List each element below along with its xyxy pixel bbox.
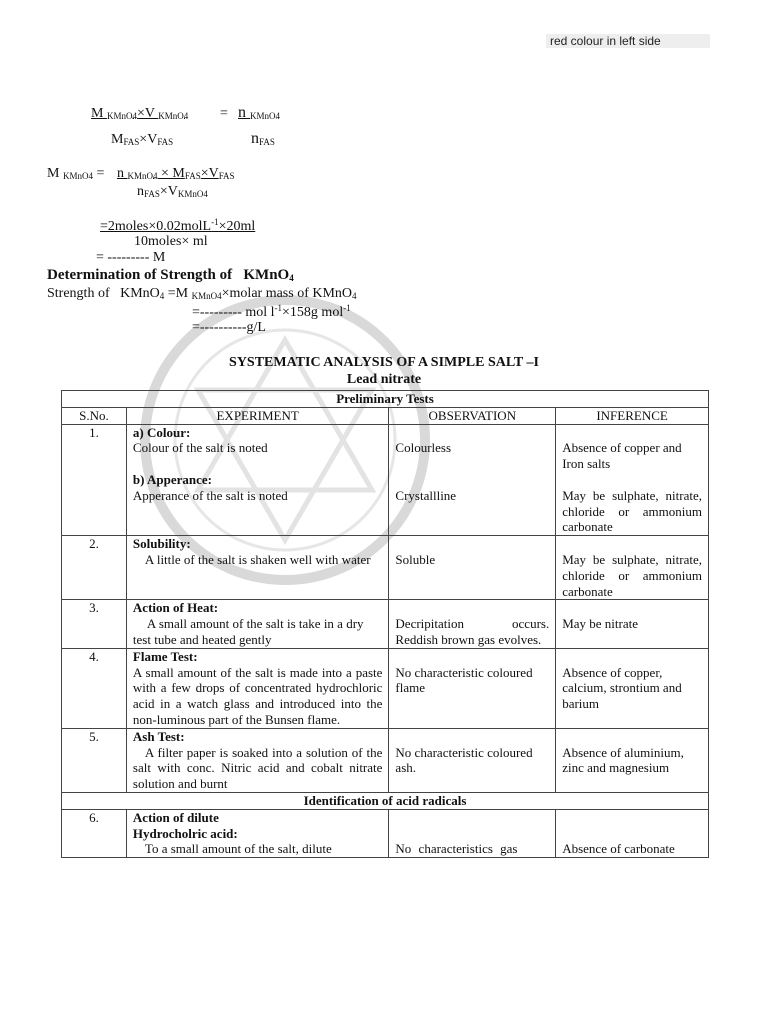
observation-cell bbox=[389, 536, 556, 600]
row-number: 2. bbox=[62, 536, 127, 600]
eq2-numerator: n $_{KMnO4} \times M_{FAS}\times V_{FAS}$ bbox=[117, 166, 235, 181]
margin-note: red colour in left side bbox=[546, 34, 710, 48]
strength-line-2: =--------- mol $l^{-1}\times 158g$ mol$^{-1}$ bbox=[192, 303, 351, 320]
section-acid-radicals: Identification of acid radicals bbox=[62, 792, 709, 809]
analysis-title: SYSTEMATIC ANALYSIS OF A SIMPLE SALT –I bbox=[229, 355, 539, 370]
analysis-table bbox=[61, 390, 709, 858]
eq3-denominator: 10moles× ml bbox=[134, 234, 208, 249]
eq2-denominator: $n_{FAS}\times V_{KMnO4}$ bbox=[137, 184, 208, 199]
table-row bbox=[62, 424, 709, 536]
section-preliminary: Preliminary Tests bbox=[62, 391, 709, 408]
observation-text: Crystallline bbox=[395, 487, 457, 503]
experiment-cell bbox=[126, 536, 389, 600]
eq1-denominator-right: $n_{FAS}$ bbox=[251, 130, 275, 147]
observation-cell bbox=[389, 424, 556, 536]
table-row bbox=[62, 728, 709, 792]
observation-text: Colourless bbox=[395, 440, 452, 456]
test-title: Action of dilute bbox=[132, 809, 219, 825]
row-number: 6. bbox=[62, 809, 127, 857]
header-observation: OBSERVATION bbox=[389, 407, 556, 424]
inference-text: May be sulphate, nitrate, chloride or ammonium carbonate bbox=[562, 551, 702, 599]
test-title: a) Colour: bbox=[132, 424, 191, 440]
salt-name: Lead nitrate bbox=[346, 372, 422, 387]
row-number: 5. bbox=[62, 728, 127, 792]
experiment-text: A filter paper is soaked into a solution of the salt with conc. Nitric acid and cobalt nitrate solution and burnt bbox=[132, 744, 383, 792]
eq1-equals: = bbox=[220, 106, 228, 121]
strength-line-1: Strength of KMnO$_4$ =M $_{KMnO4}$×molar mass of KMnO$_4$ bbox=[47, 286, 357, 301]
test-title: b) Apperance: bbox=[132, 471, 212, 487]
header-row bbox=[62, 407, 709, 424]
observation-text: Soluble bbox=[395, 551, 436, 567]
experiment-cell bbox=[126, 648, 389, 728]
experiment-cell bbox=[126, 809, 389, 857]
experiment-cell bbox=[126, 424, 389, 536]
header-sno: S.No. bbox=[62, 407, 127, 424]
observation-text: Decripitation occurs. Reddish brown gas evolves. bbox=[395, 616, 550, 647]
eq3-result: = --------- M bbox=[96, 250, 166, 265]
experiment-cell bbox=[126, 728, 389, 792]
experiment-text: Apperance of the salt is noted bbox=[132, 487, 288, 503]
inference-cell bbox=[556, 424, 709, 536]
eq1-denominator-left: $M_{FAS}\times V_{FAS}$ bbox=[111, 132, 174, 147]
header-inference: INFERENCE bbox=[556, 407, 709, 424]
test-title: Ash Test: bbox=[132, 728, 185, 744]
eq1-numerator-right: n $_{KMnO4}$ bbox=[238, 104, 281, 121]
section-row-acid-radicals bbox=[62, 792, 709, 809]
test-title: Action of Heat: bbox=[132, 600, 219, 616]
inference-text: Absence of aluminium, zinc and magnesium bbox=[562, 744, 684, 776]
inference-cell bbox=[556, 600, 709, 648]
table-row bbox=[62, 648, 709, 728]
row-number: 3. bbox=[62, 600, 127, 648]
table-row bbox=[62, 600, 709, 648]
inference-text: Absence of carbonate bbox=[562, 841, 675, 857]
inference-cell bbox=[556, 648, 709, 728]
inference-cell bbox=[556, 809, 709, 857]
test-title: Solubility: bbox=[132, 536, 191, 552]
experiment-text: A little of the salt is shaken well with water bbox=[144, 551, 371, 567]
experiment-text: Colour of the salt is noted bbox=[132, 440, 268, 456]
inference-text: May be nitrate bbox=[562, 616, 639, 632]
experiment-text: A small amount of the salt is made into a paste with a few drops of concentrated hydrochloric acid in a watch glass and introduced into the non-luminous part of the Bunsen flame. bbox=[132, 664, 383, 727]
observation-cell bbox=[389, 648, 556, 728]
table-row bbox=[62, 536, 709, 600]
header-experiment: EXPERIMENT bbox=[126, 407, 389, 424]
inference-cell bbox=[556, 728, 709, 792]
strength-heading: Determination of Strength of KMnO$_4$ bbox=[47, 267, 294, 283]
inference-text: May be sulphate, nitrate, chloride or ammonium carbonate bbox=[562, 487, 702, 535]
eq3-numerator: =2moles×0.02molL$^{-1}$×20ml bbox=[100, 217, 256, 234]
eq1-numerator-left: M $_{KMnO4}$×V $_{KMnO4}$ bbox=[91, 106, 189, 121]
table-row bbox=[62, 809, 709, 857]
experiment-text: A small amount of the salt is take in a dry test tube and heated gently bbox=[132, 616, 364, 647]
eq2-lhs: M $_{KMnO4}$ = bbox=[47, 166, 105, 181]
section-row-preliminary bbox=[62, 391, 709, 408]
strength-line-3: =----------g/L bbox=[192, 320, 266, 335]
observation-cell bbox=[389, 728, 556, 792]
row-number: 1. bbox=[62, 424, 127, 536]
observation-text: No characteristic coloured ash. bbox=[395, 744, 533, 776]
test-title: Hydrocholric acid: bbox=[132, 825, 238, 841]
observation-text: No characteristic coloured flame bbox=[395, 664, 533, 696]
experiment-cell bbox=[126, 600, 389, 648]
observation-cell bbox=[389, 600, 556, 648]
test-title: Flame Test: bbox=[132, 648, 198, 664]
experiment-text: To a small amount of the salt, dilute bbox=[144, 841, 332, 857]
inference-text: Absence of copper and Iron salts bbox=[562, 440, 682, 472]
inference-text: Absence of copper, calcium, strontium and barium bbox=[562, 664, 682, 712]
observation-cell bbox=[389, 809, 556, 857]
observation-text: No characteristics gas bbox=[395, 841, 518, 857]
inference-cell bbox=[556, 536, 709, 600]
row-number: 4. bbox=[62, 648, 127, 728]
